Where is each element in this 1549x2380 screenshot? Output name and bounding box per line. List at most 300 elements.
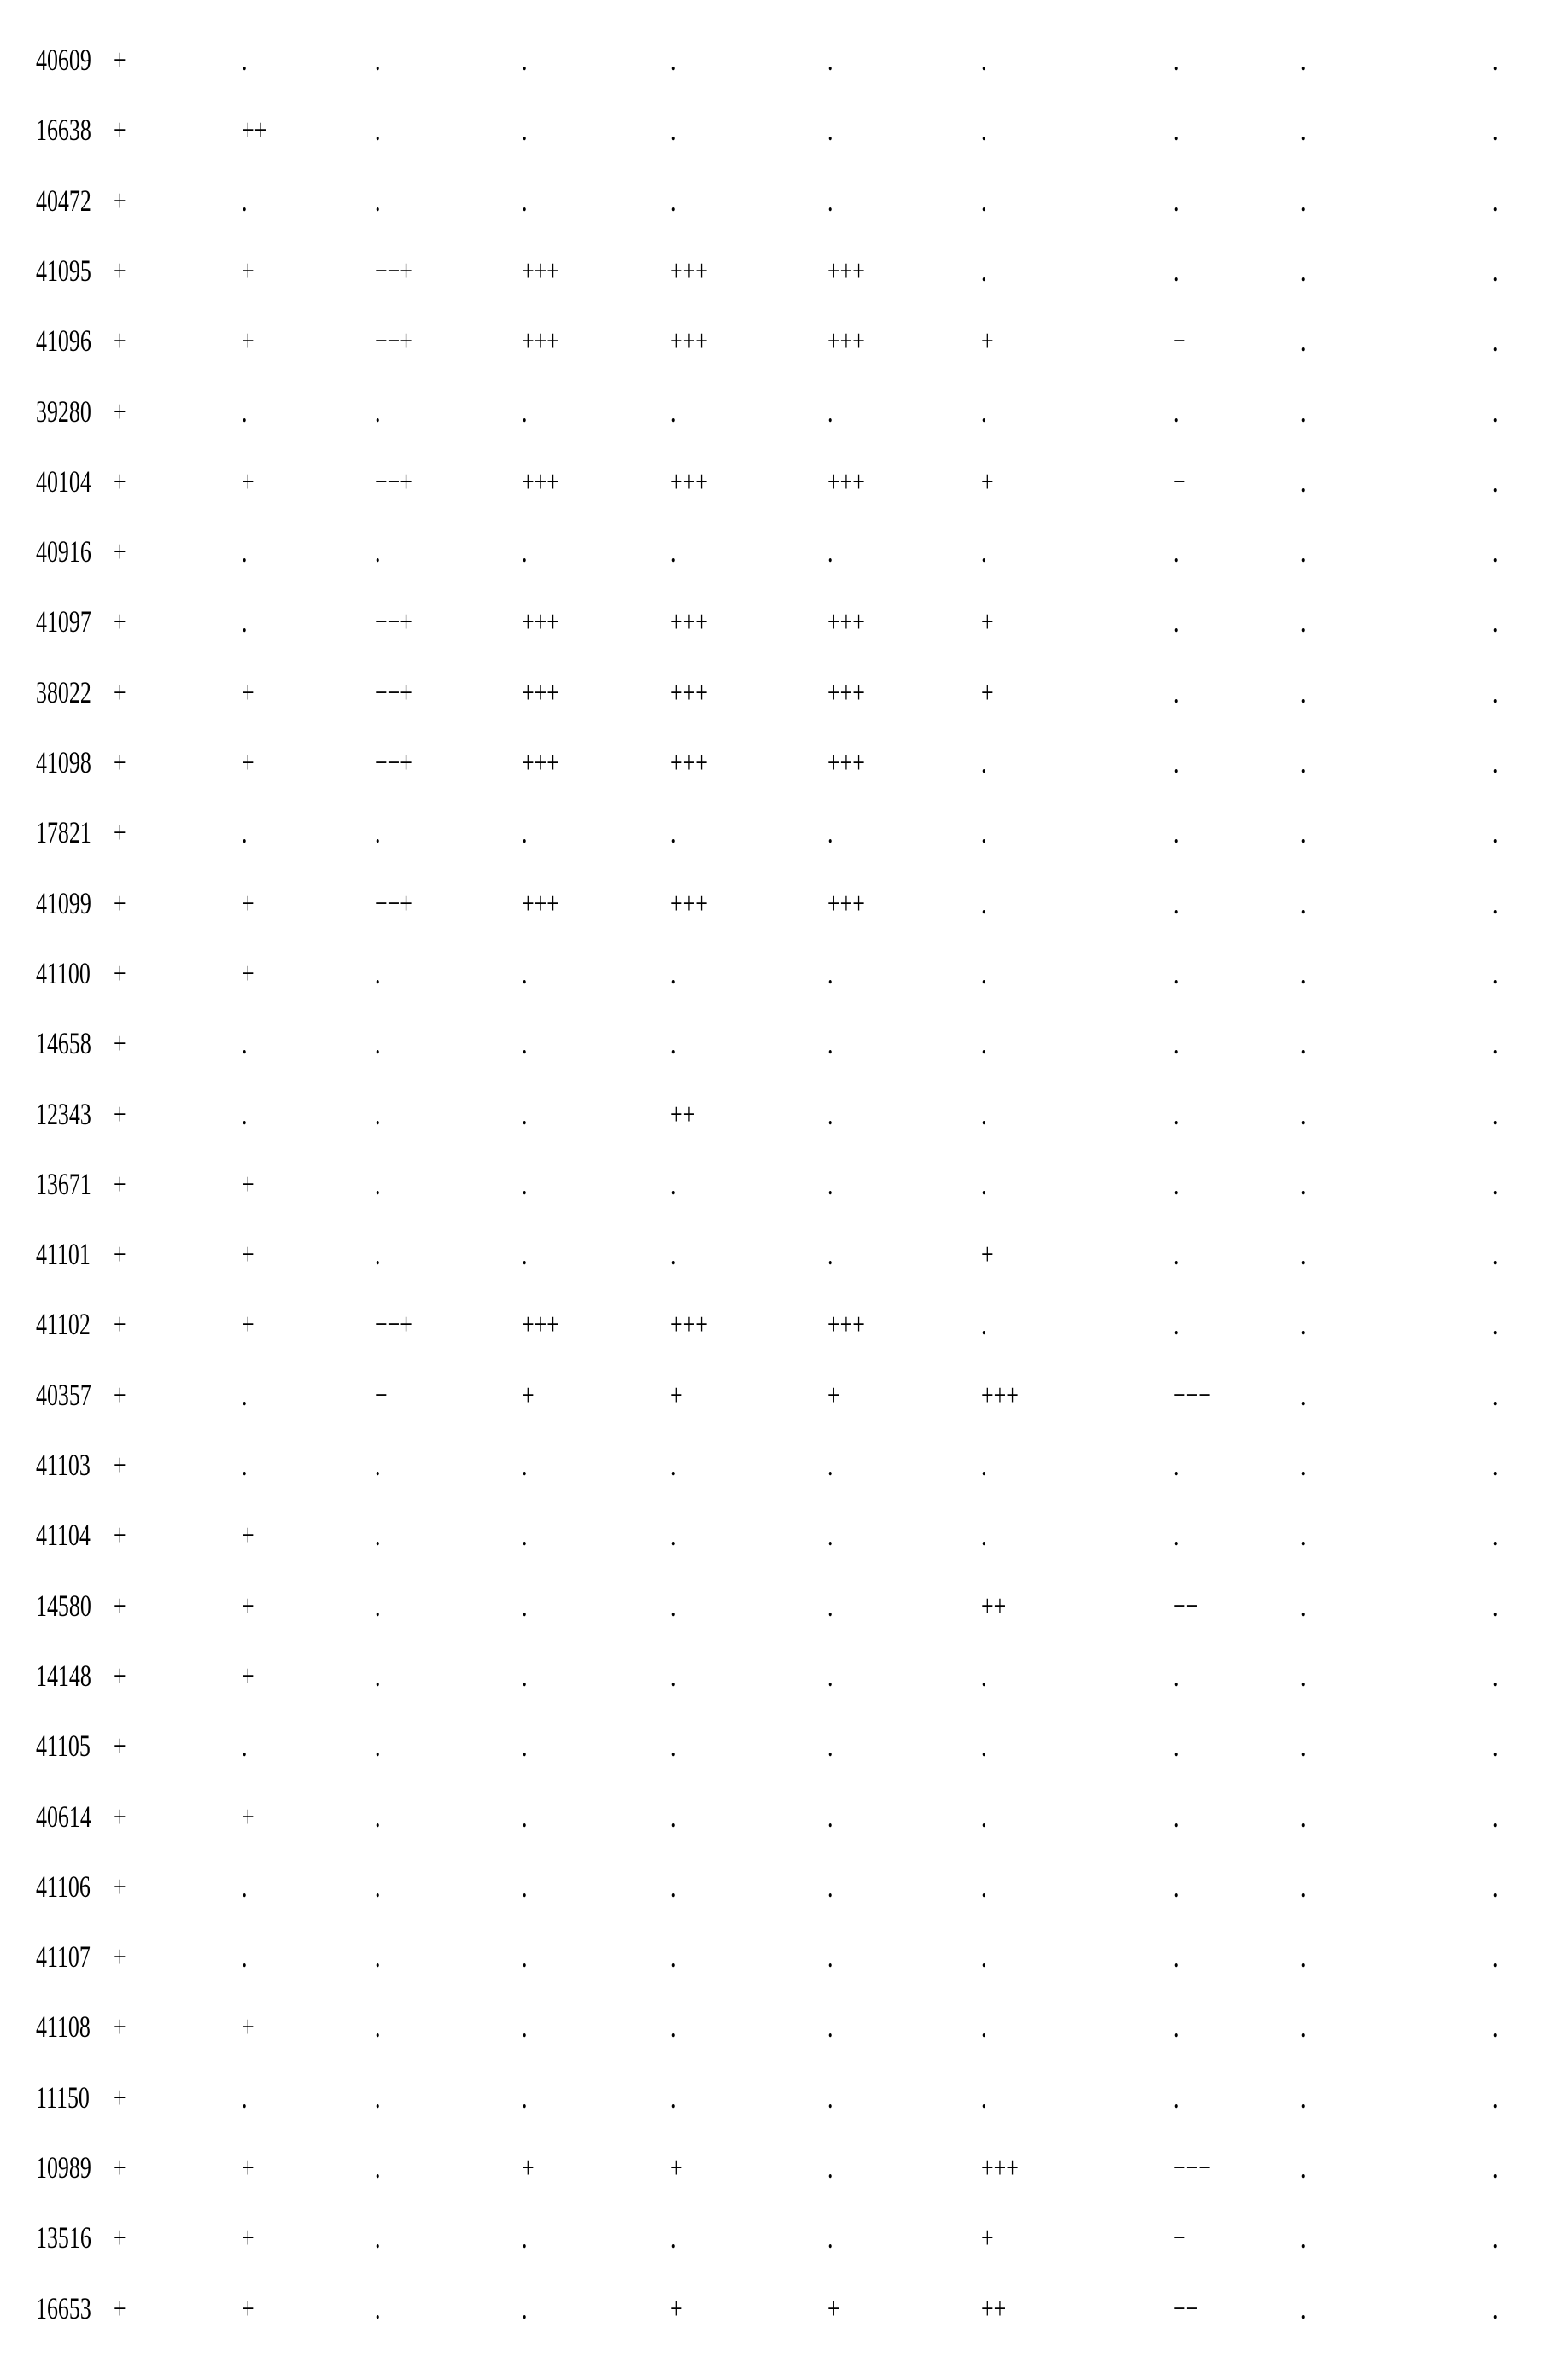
table-row bbox=[0, 675, 1549, 745]
cell-value: +++ bbox=[670, 1307, 708, 1341]
table-row bbox=[0, 2080, 1549, 2150]
table-row bbox=[0, 2291, 1549, 2361]
cell-value: +++ bbox=[522, 464, 559, 499]
cell-value: − bbox=[1173, 464, 1186, 499]
cell-value: . bbox=[1493, 113, 1498, 147]
cell-value: . bbox=[1493, 2291, 1498, 2325]
cell-value: . bbox=[375, 1940, 380, 1974]
cell-value: −−− bbox=[1173, 2150, 1211, 2185]
cell-value: +++ bbox=[670, 604, 708, 639]
row-sign: + bbox=[114, 745, 126, 779]
row-sign: + bbox=[114, 2010, 126, 2044]
cell-value: . bbox=[981, 1800, 986, 1834]
cell-value: . bbox=[1493, 815, 1498, 849]
cell-value: . bbox=[670, 1800, 675, 1834]
cell-value: . bbox=[1493, 1589, 1498, 1623]
cell-value: . bbox=[522, 1940, 527, 1974]
cell-value: +++ bbox=[522, 254, 559, 288]
row-id: 41098 bbox=[36, 745, 91, 779]
cell-value: . bbox=[981, 254, 986, 288]
row-id: 14658 bbox=[36, 1026, 91, 1060]
cell-value: . bbox=[981, 113, 986, 147]
cell-value: . bbox=[1493, 184, 1498, 218]
cell-value: . bbox=[827, 2080, 833, 2115]
cell-value: . bbox=[827, 2150, 833, 2185]
cell-value: . bbox=[1493, 1378, 1498, 1412]
cell-value: . bbox=[375, 2150, 380, 2185]
cell-value: . bbox=[1493, 745, 1498, 779]
cell-value: . bbox=[827, 1940, 833, 1974]
row-sign: + bbox=[114, 1448, 126, 1482]
cell-value: . bbox=[1301, 1307, 1306, 1341]
cell-value: + bbox=[242, 2150, 254, 2185]
row-sign: + bbox=[114, 886, 126, 920]
cell-value: +++ bbox=[827, 324, 865, 358]
cell-value: . bbox=[827, 2220, 833, 2255]
cell-value: . bbox=[670, 1589, 675, 1623]
cell-value: . bbox=[1173, 1026, 1178, 1060]
cell-value: . bbox=[1301, 956, 1306, 990]
cell-value: . bbox=[981, 534, 986, 569]
cell-value: . bbox=[1301, 886, 1306, 920]
cell-value: . bbox=[242, 1870, 247, 1904]
cell-value: + bbox=[981, 464, 994, 499]
cell-value: . bbox=[375, 1097, 380, 1131]
cell-value: . bbox=[670, 1940, 675, 1974]
cell-value: . bbox=[1173, 1167, 1178, 1201]
cell-value: . bbox=[981, 1870, 986, 1904]
cell-value: . bbox=[827, 1167, 833, 1201]
cell-value: . bbox=[522, 43, 527, 77]
cell-value: . bbox=[981, 815, 986, 849]
row-sign: + bbox=[114, 2150, 126, 2185]
cell-value: +++ bbox=[670, 886, 708, 920]
cell-value: . bbox=[375, 956, 380, 990]
cell-value: . bbox=[670, 394, 675, 429]
cell-value: . bbox=[1173, 113, 1178, 147]
cell-value: . bbox=[1493, 886, 1498, 920]
cell-value: . bbox=[670, 534, 675, 569]
cell-value: . bbox=[375, 1167, 380, 1201]
cell-value: . bbox=[522, 394, 527, 429]
cell-value: . bbox=[1301, 2291, 1306, 2325]
table-row bbox=[0, 1800, 1549, 1870]
row-id: 40916 bbox=[36, 534, 91, 569]
row-id: 16638 bbox=[36, 113, 91, 147]
cell-value: + bbox=[522, 2150, 535, 2185]
row-sign: + bbox=[114, 2220, 126, 2255]
cell-value: . bbox=[522, 1237, 527, 1271]
cell-value: + bbox=[242, 745, 254, 779]
row-id: 41096 bbox=[36, 324, 91, 358]
row-id: 40472 bbox=[36, 184, 91, 218]
cell-value: −−− bbox=[1173, 1378, 1211, 1412]
cell-value: . bbox=[670, 1167, 675, 1201]
cell-value: . bbox=[375, 1870, 380, 1904]
cell-value: . bbox=[375, 1589, 380, 1623]
table-row bbox=[0, 1237, 1549, 1307]
cell-value: +++ bbox=[670, 464, 708, 499]
cell-value: . bbox=[1301, 324, 1306, 358]
table-row bbox=[0, 886, 1549, 956]
cell-value: + bbox=[242, 886, 254, 920]
cell-value: . bbox=[1493, 1518, 1498, 1552]
cell-value: . bbox=[1493, 1659, 1498, 1693]
cell-value: + bbox=[242, 2291, 254, 2325]
table-row bbox=[0, 2150, 1549, 2220]
cell-value: . bbox=[522, 2220, 527, 2255]
cell-value: . bbox=[1173, 604, 1178, 639]
cell-value: . bbox=[827, 2010, 833, 2044]
row-sign: + bbox=[114, 675, 126, 709]
cell-value: . bbox=[242, 1378, 247, 1412]
cell-value: . bbox=[981, 886, 986, 920]
table-row bbox=[0, 1870, 1549, 1940]
table-row bbox=[0, 745, 1549, 815]
row-sign: + bbox=[114, 324, 126, 358]
cell-value: . bbox=[827, 815, 833, 849]
cell-value: . bbox=[1301, 1589, 1306, 1623]
row-id: 41101 bbox=[36, 1237, 91, 1271]
cell-value: . bbox=[1173, 1800, 1178, 1834]
row-id: 40609 bbox=[36, 43, 91, 77]
cell-value: . bbox=[1301, 1729, 1306, 1763]
table-row bbox=[0, 1659, 1549, 1729]
cell-value: . bbox=[670, 956, 675, 990]
cell-value: . bbox=[242, 2080, 247, 2115]
cell-value: . bbox=[522, 1097, 527, 1131]
cell-value: + bbox=[522, 1378, 535, 1412]
cell-value: . bbox=[1301, 43, 1306, 77]
cell-value: . bbox=[1493, 324, 1498, 358]
cell-value: . bbox=[670, 113, 675, 147]
table-row bbox=[0, 1097, 1549, 1167]
table-row bbox=[0, 394, 1549, 464]
cell-value: . bbox=[522, 1518, 527, 1552]
cell-value: . bbox=[1301, 745, 1306, 779]
row-sign: + bbox=[114, 1729, 126, 1763]
row-id: 41104 bbox=[36, 1518, 91, 1552]
cell-value: . bbox=[1173, 956, 1178, 990]
cell-value: ++ bbox=[670, 1097, 695, 1131]
cell-value: . bbox=[375, 184, 380, 218]
cell-value: . bbox=[522, 1800, 527, 1834]
cell-value: + bbox=[242, 956, 254, 990]
cell-value: . bbox=[827, 394, 833, 429]
cell-value: . bbox=[670, 2010, 675, 2044]
table-row bbox=[0, 815, 1549, 885]
cell-value: . bbox=[1301, 1167, 1306, 1201]
table-row bbox=[0, 1167, 1549, 1237]
cell-value: . bbox=[1173, 1870, 1178, 1904]
cell-value: +++ bbox=[827, 745, 865, 779]
cell-value: . bbox=[827, 1800, 833, 1834]
cell-value: . bbox=[1493, 604, 1498, 639]
cell-value: +++ bbox=[981, 2150, 1019, 2185]
cell-value: . bbox=[1173, 394, 1178, 429]
cell-value: . bbox=[375, 2080, 380, 2115]
cell-value: . bbox=[375, 1026, 380, 1060]
cell-value: . bbox=[375, 394, 380, 429]
cell-value: . bbox=[1493, 43, 1498, 77]
row-sign: + bbox=[114, 534, 126, 569]
row-sign: + bbox=[114, 1097, 126, 1131]
cell-value: . bbox=[242, 1097, 247, 1131]
cell-value: +++ bbox=[522, 1307, 559, 1341]
row-sign: + bbox=[114, 2291, 126, 2325]
cell-value: . bbox=[1493, 1800, 1498, 1834]
table-row bbox=[0, 1026, 1549, 1096]
cell-value: . bbox=[981, 1518, 986, 1552]
cell-value: . bbox=[1173, 1940, 1178, 1974]
cell-value: . bbox=[827, 1237, 833, 1271]
cell-value: . bbox=[827, 184, 833, 218]
cell-value: . bbox=[670, 1518, 675, 1552]
cell-value: +++ bbox=[827, 464, 865, 499]
cell-value: +++ bbox=[827, 1307, 865, 1341]
cell-value: +++ bbox=[670, 675, 708, 709]
cell-value: . bbox=[1301, 464, 1306, 499]
cell-value: . bbox=[1301, 394, 1306, 429]
cell-value: + bbox=[242, 324, 254, 358]
cell-value: . bbox=[1173, 43, 1178, 77]
cell-value: . bbox=[522, 2291, 527, 2325]
cell-value: . bbox=[1301, 1940, 1306, 1974]
cell-value: . bbox=[981, 184, 986, 218]
table-row bbox=[0, 1940, 1549, 2010]
cell-value: . bbox=[1493, 394, 1498, 429]
cell-value: + bbox=[670, 2291, 683, 2325]
cell-value: . bbox=[1301, 2150, 1306, 2185]
cell-value: . bbox=[827, 1870, 833, 1904]
cell-value: . bbox=[827, 1026, 833, 1060]
cell-value: ++ bbox=[981, 2291, 1006, 2325]
cell-value: . bbox=[670, 1870, 675, 1904]
row-sign: + bbox=[114, 956, 126, 990]
cell-value: . bbox=[670, 815, 675, 849]
table-row bbox=[0, 184, 1549, 254]
cell-value: . bbox=[375, 2220, 380, 2255]
cell-value: −−+ bbox=[375, 745, 412, 779]
row-id: 40614 bbox=[36, 1800, 91, 1834]
row-sign: + bbox=[114, 2080, 126, 2115]
cell-value: −− bbox=[1173, 2291, 1198, 2325]
table-row bbox=[0, 324, 1549, 394]
cell-value: +++ bbox=[670, 745, 708, 779]
cell-value: . bbox=[981, 745, 986, 779]
cell-value: + bbox=[242, 675, 254, 709]
cell-value: +++ bbox=[522, 675, 559, 709]
cell-value: . bbox=[1301, 815, 1306, 849]
cell-value: . bbox=[1173, 886, 1178, 920]
cell-value: . bbox=[1493, 464, 1498, 499]
cell-value: . bbox=[1301, 2080, 1306, 2115]
cell-value: +++ bbox=[670, 254, 708, 288]
cell-value: . bbox=[1173, 675, 1178, 709]
cell-value: −−+ bbox=[375, 324, 412, 358]
cell-value: . bbox=[1301, 1097, 1306, 1131]
cell-value: +++ bbox=[522, 886, 559, 920]
cell-value: −−+ bbox=[375, 675, 412, 709]
cell-value: . bbox=[981, 1448, 986, 1482]
row-id: 41108 bbox=[36, 2010, 91, 2044]
row-sign: + bbox=[114, 815, 126, 849]
cell-value: −− bbox=[1173, 1589, 1198, 1623]
table-row bbox=[0, 2220, 1549, 2290]
cell-value: ++ bbox=[242, 113, 266, 147]
cell-value: + bbox=[242, 1800, 254, 1834]
cell-value: + bbox=[981, 2220, 994, 2255]
cell-value: . bbox=[1493, 1448, 1498, 1482]
row-sign: + bbox=[114, 43, 126, 77]
table-row bbox=[0, 604, 1549, 674]
row-sign: + bbox=[114, 1870, 126, 1904]
cell-value: . bbox=[1301, 2220, 1306, 2255]
cell-value: . bbox=[1173, 2080, 1178, 2115]
cell-value: . bbox=[981, 1729, 986, 1763]
cell-value: . bbox=[375, 43, 380, 77]
cell-value: + bbox=[827, 1378, 840, 1412]
row-id: 14580 bbox=[36, 1589, 91, 1623]
row-id: 41107 bbox=[36, 1940, 91, 1974]
cell-value: . bbox=[242, 1729, 247, 1763]
table-row bbox=[0, 1307, 1549, 1377]
row-sign: + bbox=[114, 1167, 126, 1201]
cell-value: . bbox=[522, 815, 527, 849]
cell-value: . bbox=[242, 534, 247, 569]
cell-value: . bbox=[670, 1026, 675, 1060]
cell-value: . bbox=[1301, 1378, 1306, 1412]
cell-value: . bbox=[1493, 675, 1498, 709]
cell-value: . bbox=[1301, 604, 1306, 639]
cell-value: . bbox=[1173, 254, 1178, 288]
cell-value: . bbox=[375, 113, 380, 147]
cell-value: . bbox=[827, 43, 833, 77]
cell-value: + bbox=[981, 324, 994, 358]
cell-value: + bbox=[670, 1378, 683, 1412]
cell-value: . bbox=[1173, 1237, 1178, 1271]
cell-value: . bbox=[981, 1307, 986, 1341]
row-sign: + bbox=[114, 1800, 126, 1834]
cell-value: . bbox=[827, 1097, 833, 1131]
cell-value: . bbox=[1301, 184, 1306, 218]
cell-value: . bbox=[981, 1167, 986, 1201]
cell-value: . bbox=[670, 2220, 675, 2255]
cell-value: + bbox=[981, 1237, 994, 1271]
row-sign: + bbox=[114, 1026, 126, 1060]
cell-value: + bbox=[242, 1659, 254, 1693]
cell-value: . bbox=[1493, 1167, 1498, 1201]
row-id: 13671 bbox=[36, 1167, 91, 1201]
cell-value: +++ bbox=[522, 745, 559, 779]
cell-value: . bbox=[522, 1870, 527, 1904]
cell-value: −−+ bbox=[375, 886, 412, 920]
cell-value: . bbox=[670, 1729, 675, 1763]
cell-value: −−+ bbox=[375, 1307, 412, 1341]
row-sign: + bbox=[114, 1659, 126, 1693]
cell-value: . bbox=[1301, 1659, 1306, 1693]
cell-value: . bbox=[522, 184, 527, 218]
cell-value: . bbox=[375, 1659, 380, 1693]
cell-value: −−+ bbox=[375, 254, 412, 288]
cell-value: − bbox=[375, 1378, 388, 1412]
cell-value: . bbox=[1493, 1940, 1498, 1974]
cell-value: . bbox=[827, 113, 833, 147]
row-sign: + bbox=[114, 1307, 126, 1341]
cell-value: . bbox=[522, 1167, 527, 1201]
cell-value: . bbox=[242, 43, 247, 77]
table-row bbox=[0, 1448, 1549, 1518]
cell-value: . bbox=[522, 1659, 527, 1693]
cell-value: . bbox=[1493, 956, 1498, 990]
cell-value: . bbox=[375, 815, 380, 849]
cell-value: . bbox=[1493, 1097, 1498, 1131]
cell-value: +++ bbox=[522, 324, 559, 358]
cell-value: + bbox=[242, 1589, 254, 1623]
cell-value: . bbox=[375, 1237, 380, 1271]
cell-value: . bbox=[981, 1026, 986, 1060]
table-row bbox=[0, 2010, 1549, 2080]
row-id: 10989 bbox=[36, 2150, 91, 2185]
cell-value: + bbox=[827, 2291, 840, 2325]
cell-value: . bbox=[1301, 254, 1306, 288]
cell-value: . bbox=[242, 604, 247, 639]
cell-value: . bbox=[1301, 1448, 1306, 1482]
cell-value: . bbox=[670, 1448, 675, 1482]
cell-value: . bbox=[375, 2291, 380, 2325]
row-id: 41099 bbox=[36, 886, 91, 920]
table-row bbox=[0, 534, 1549, 604]
cell-value: + bbox=[981, 604, 994, 639]
cell-value: . bbox=[1493, 2150, 1498, 2185]
cell-value: . bbox=[1493, 1870, 1498, 1904]
row-sign: + bbox=[114, 1940, 126, 1974]
row-sign: + bbox=[114, 464, 126, 499]
cell-value: . bbox=[827, 1589, 833, 1623]
cell-value: . bbox=[242, 1940, 247, 1974]
cell-value: + bbox=[242, 2010, 254, 2044]
cell-value: . bbox=[1173, 1659, 1178, 1693]
cell-value: . bbox=[981, 1097, 986, 1131]
cell-value: . bbox=[522, 1729, 527, 1763]
cell-value: . bbox=[670, 184, 675, 218]
cell-value: . bbox=[1301, 1237, 1306, 1271]
cell-value: +++ bbox=[827, 254, 865, 288]
cell-value: . bbox=[1173, 1729, 1178, 1763]
cell-value: . bbox=[1173, 1448, 1178, 1482]
row-id: 16653 bbox=[36, 2291, 91, 2325]
cell-value: . bbox=[981, 394, 986, 429]
cell-value: . bbox=[1301, 1800, 1306, 1834]
cell-value: + bbox=[981, 675, 994, 709]
cell-value: +++ bbox=[827, 886, 865, 920]
cell-value: . bbox=[1493, 1237, 1498, 1271]
row-id: 41100 bbox=[36, 956, 91, 990]
cell-value: . bbox=[522, 1589, 527, 1623]
cell-value: . bbox=[242, 1448, 247, 1482]
cell-value: . bbox=[981, 1659, 986, 1693]
cell-value: . bbox=[1173, 534, 1178, 569]
table-row bbox=[0, 464, 1549, 534]
cell-value: +++ bbox=[827, 604, 865, 639]
cell-value: + bbox=[242, 2220, 254, 2255]
cell-value: . bbox=[1301, 675, 1306, 709]
row-id: 39280 bbox=[36, 394, 91, 429]
cell-value: . bbox=[375, 2010, 380, 2044]
cell-value: − bbox=[1173, 2220, 1186, 2255]
cell-value: . bbox=[1173, 745, 1178, 779]
cell-value: . bbox=[981, 956, 986, 990]
